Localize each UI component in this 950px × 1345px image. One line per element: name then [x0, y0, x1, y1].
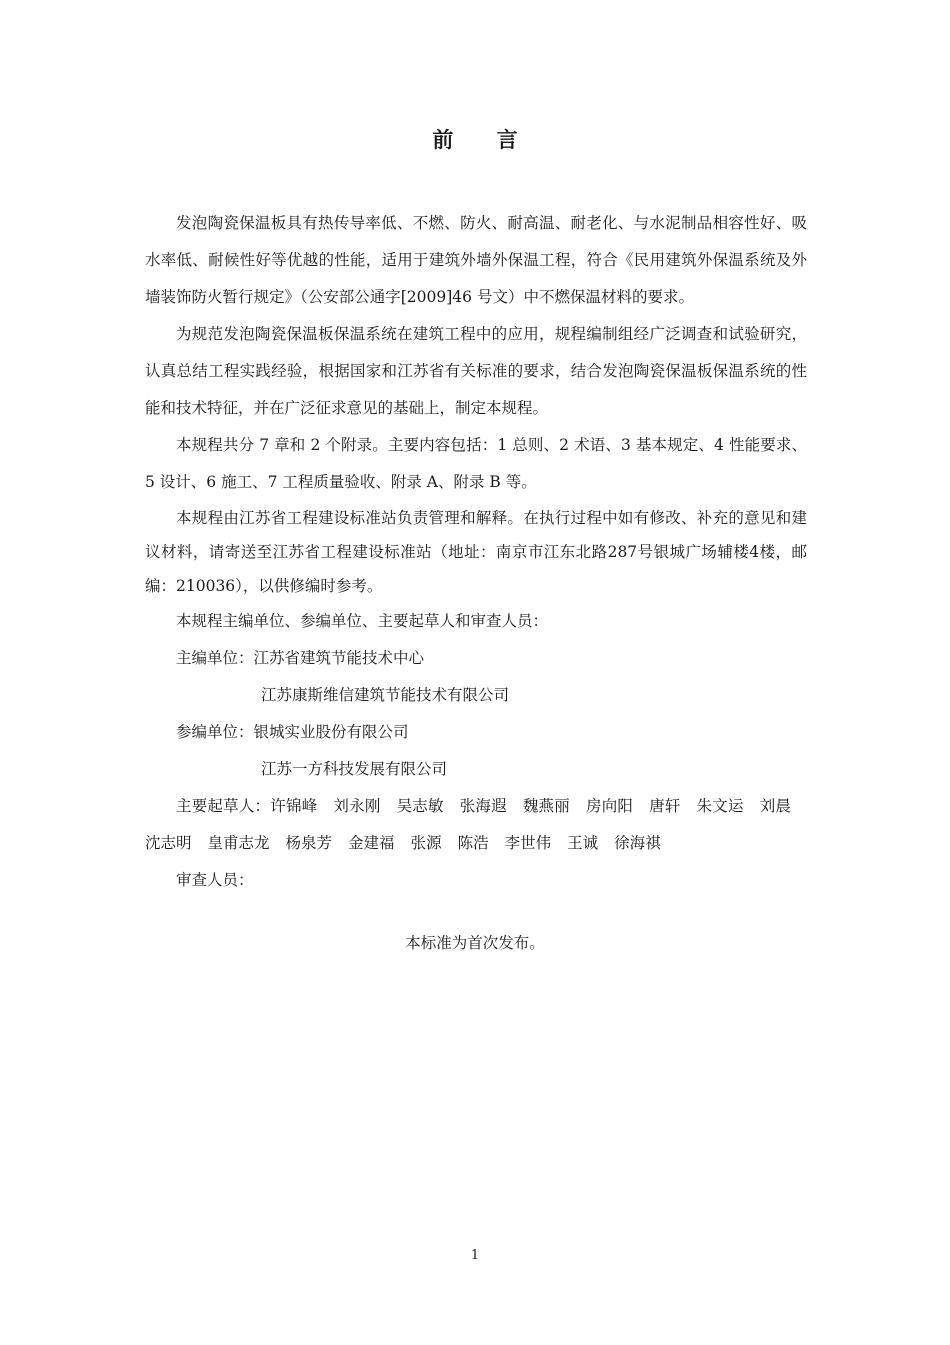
drafter-name: 徐海祺	[614, 834, 661, 852]
paragraph-product-description: 发泡陶瓷保温板具有热传导率低、不燃、防火、耐高温、耐老化、与水泥制品相容性好、吸水率低、耐候性好等优越的性能，适用于建筑外墙外保温工程，符合《民用建筑外保温系统及外墙装饰防火暂行规定》（公安部公通字[2009]46 号文）中不燃保温材料的要求。	[145, 214, 807, 306]
drafters-label: 主要起草人：	[176, 797, 271, 815]
chief-unit-name: 江苏省建筑节能技术中心	[253, 649, 425, 667]
release-note: 本标准为首次发布。	[405, 934, 545, 952]
paragraph-contents: 本规程共分 7 章和 2 个附录。主要内容包括：1 总则、2 术语、3 基本规定、4 性能要求、5 设计、6 施工、7 工程质量验收、附录 A、附录 B 等。	[145, 436, 807, 491]
drafter-name: 朱文运	[696, 797, 744, 815]
drafters-list	[145, 788, 807, 862]
participating-unit-name: 银城实业股份有限公司	[253, 723, 409, 741]
drafter-name: 金建福	[348, 834, 395, 852]
page-number: 1	[470, 1248, 480, 1263]
paragraph-purpose: 为规范发泡陶瓷保温板保温系统在建筑工程中的应用，规程编制组经广泛调查和试验研究，认真总结工程实践经验，根据国家和江苏省有关标准的要求，结合发泡陶瓷保温板保温系统的性能和技术特征，并在广泛征求意见的基础上，制定本规程。	[145, 325, 807, 417]
page-title: 前 言	[432, 128, 536, 152]
drafter-name: 沈志明	[145, 834, 192, 852]
participating-unit-label: 参编单位：	[176, 723, 254, 741]
drafter-name: 皇甫志龙	[207, 834, 270, 852]
chief-unit-row	[145, 640, 807, 677]
drafter-name: 唐轩	[649, 797, 681, 815]
drafter-name: 杨泉芳	[285, 834, 333, 852]
units-intro: 本规程主编单位、参编单位、主要起草人和审查人员：	[176, 612, 549, 630]
drafter-name: 王诚	[567, 834, 599, 852]
drafter-name: 刘永刚	[333, 797, 381, 815]
drafter-name: 房向阳	[585, 797, 634, 815]
drafter-name: 许锦峰	[270, 797, 318, 815]
drafter-name: 陈浩	[457, 834, 489, 852]
participating-unit-name: 江苏一方科技发展有限公司	[261, 760, 448, 778]
reviewers-label: 审查人员：	[176, 871, 254, 889]
chief-unit-name: 江苏康斯维信建筑节能技术有限公司	[261, 686, 510, 704]
preface-body	[145, 205, 807, 899]
drafter-name: 李世伟	[504, 834, 552, 852]
drafter-name: 张源	[410, 834, 442, 852]
chief-unit-label: 主编单位：	[176, 649, 254, 667]
paragraph-management: 本规程由江苏省工程建设标准站负责管理和解释。在执行过程中如有修改、补充的意见和建议材料，请寄送至江苏省工程建设标准站（地址：南京市江东北路287号银城广场辅楼4楼，邮编：210036），以供修编时参考。	[145, 509, 807, 595]
drafter-name: 刘晨	[759, 797, 791, 815]
drafter-name: 魏燕丽	[522, 797, 570, 815]
drafter-name: 吴志敏	[396, 797, 444, 815]
participating-unit-row	[145, 714, 807, 751]
drafter-name: 张海遐	[459, 797, 507, 815]
